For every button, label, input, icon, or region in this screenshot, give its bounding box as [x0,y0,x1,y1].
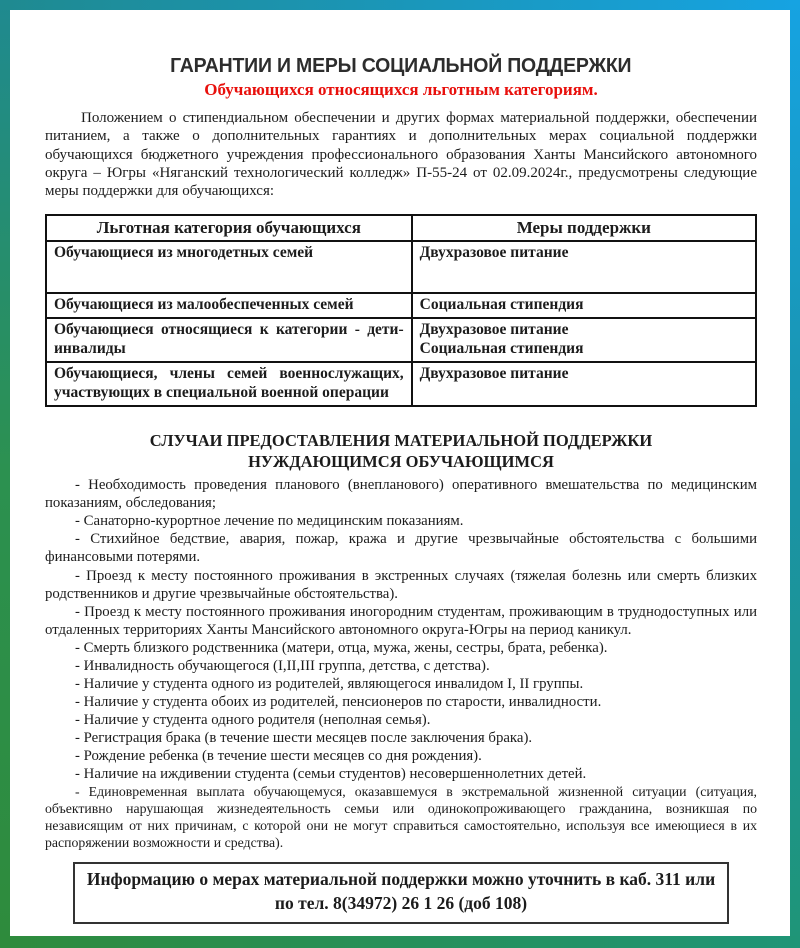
frame-right-gradient [790,0,800,948]
cases-heading [45,431,757,472]
case-item: - Инвалидность обучающегося (I,II,III группа, детства, с детства). [75,657,490,674]
support-cell [412,241,756,293]
support-measures-table [45,214,757,407]
table-body [46,241,756,406]
intro-paragraph: Положением о стипендиальном обеспечении и других формах материальной поддержки, обеспечении питанием, а также о дополнительных гарантиях и дополнительных мерах социальной поддержки обучающихся бюджетного учреждения профессионального образования Ханты Мансийского автономного округа – Югры «Няганский технологический колледж» П-55-24 от 02.09.2024г., предусмотрены следующие меры поддержки для обучающихся: [45,110,757,200]
contact-info-text [85,868,717,915]
contact-info-line1: Информацию о мерах материальной поддержки можно уточнить в каб. 311 или [86,869,716,890]
case-item: - Смерть близкого родственника (матери, отца, мужа, жены, сестры, брата, ребенка). [75,639,608,656]
poster-content [10,10,790,936]
support-line: Социальная стипендия [419,296,584,314]
cases-list [45,476,757,851]
table-row [46,318,756,362]
contact-info-line2: по тел. 8(34972) 26 1 26 (доб 108) [274,893,528,914]
support-line: Двухразовое питание [419,365,569,383]
case-item: - Проезд к месту постоянного проживания иногородним студентам, проживающим в труднодоступных или отдаленных территориях Ханты Мансийского автономного округа-Югры на период каникул. [45,603,757,638]
category-cell: Обучающиеся, члены семей военнослужащих, участвующих в специальной военной операции [46,362,412,406]
support-line: Двухразовое питание [419,321,569,339]
table-row [46,241,756,293]
case-item: - Необходимость проведения планового (внепланового) оперативного вмешательства по медицинским показаниям, обследования; [45,477,757,512]
cases-heading-line2: НУЖДАЮЩИМСЯ ОБУЧАЮЩИМСЯ [248,451,554,471]
support-cell [412,362,756,406]
frame-left-gradient [0,0,10,948]
case-item: - Стихийное бедствие, авария, пожар, кража и другие чрезвычайные обстоятельства с большими финансовыми потерями. [45,531,757,566]
page-title-text: ГАРАНТИИ И МЕРЫ СОЦИАЛЬНОЙ ПОДДЕРЖКИ [170,54,632,77]
table-head [46,215,756,241]
case-item: - Проезд к месту постоянного проживания в экстренных случаях (тяжелая болезнь или смерть близких родственников и другие чрезвычайные обстоятельства). [45,567,757,602]
cases-heading-line1: СЛУЧАИ ПРЕДОСТАВЛЕНИЯ МАТЕРИАЛЬНОЙ ПОДДЕРЖКИ [149,431,653,451]
case-item: - Наличие у студента обоих из родителей, пенсионеров по старости, инвалидности. [75,693,602,710]
case-item: - Единовременная выплата обучающемуся, оказавшемуся в экстремальной жизненной ситуации (ситуация, объективно нарушающая жизнедеятельность семьи или одинокопроживающего гражданина, возникшая по независящим от них причинам, с которой они не могут справиться самостоятельно, используя все имеющиеся в их распоряжении возможности и средства). [45,784,757,851]
case-item: - Санаторно-курортное лечение по медицинским показаниям. [75,513,464,530]
support-cell [412,318,756,362]
category-cell: Обучающиеся из малообеспеченных семей [46,293,412,318]
support-line: Двухразовое питание [419,244,569,262]
table-header-category: Льготная категория обучающихся [46,215,412,241]
case-item: - Рождение ребенка (в течение шести месяцев со дня рождения). [75,747,482,764]
category-cell: Обучающиеся из многодетных семей [46,241,412,293]
page-title [45,54,757,78]
frame-bottom-gradient [0,936,800,948]
contact-info-box [73,862,729,923]
case-item: - Наличие у студента одного из родителей, являющегося инвалидом I, II группы. [75,675,584,692]
frame-top-gradient [0,0,800,10]
table-row [46,362,756,406]
table-row [46,293,756,318]
support-cell [412,293,756,318]
table-header-support: Меры поддержки [412,215,756,241]
case-item: - Наличие у студента одного родителя (неполная семья). [75,711,431,728]
case-item: - Регистрация брака (в течение шести месяцев после заключения брака). [75,729,533,746]
page-subtitle: Обучающихся относящихся льготным категориям. [204,80,598,99]
support-line: Социальная стипендия [419,340,584,358]
case-item: - Наличие на иждивении студента (семьи студентов) несовершеннолетних детей. [75,766,587,783]
category-cell: Обучающиеся относящиеся к категории - дети-инвалиды [46,318,412,362]
table-header-row [46,215,756,241]
